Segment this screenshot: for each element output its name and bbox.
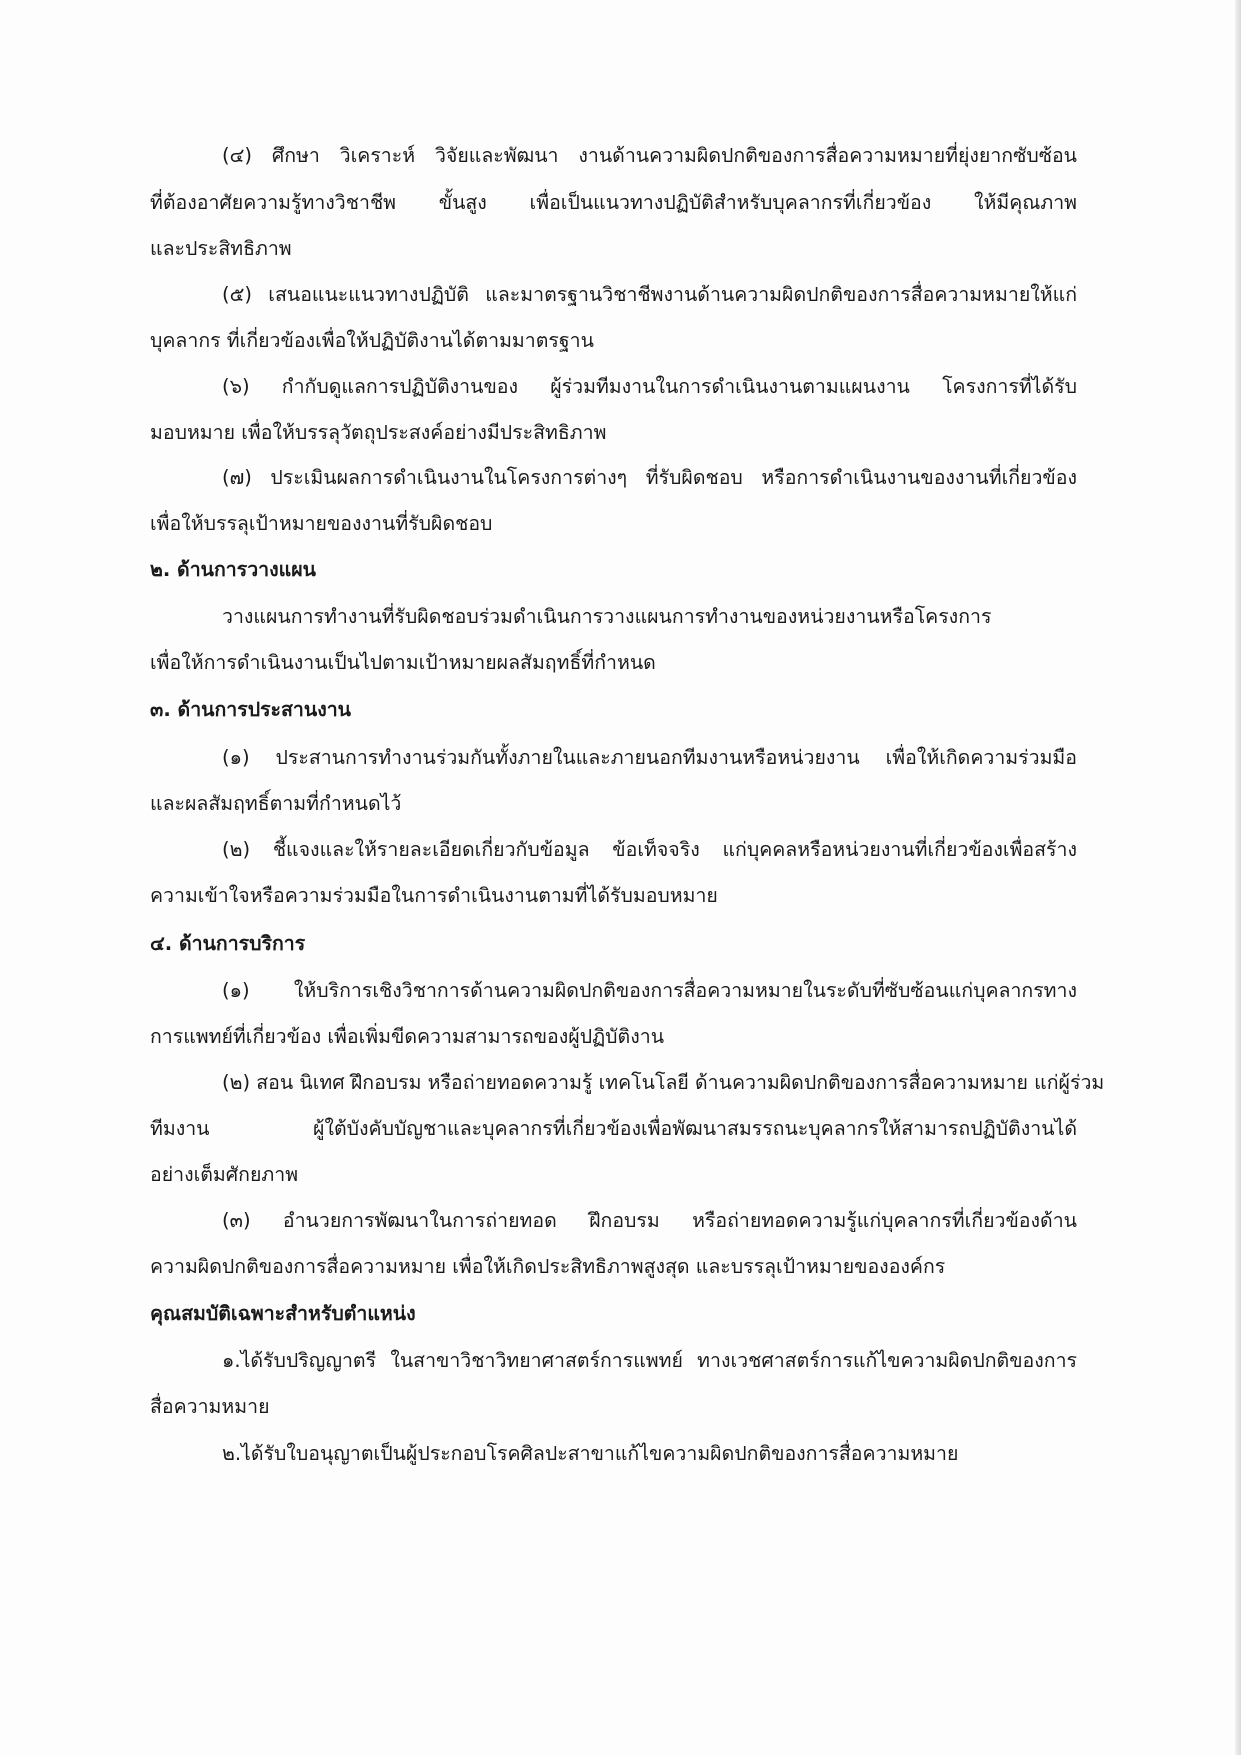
s1-item4-line1: (๔) ศึกษา วิเคราะห์ วิจัยและพัฒนา งานด้านความผิดปกติของการสื่อความหมายที่ยุ่งยากซับซ้อน	[222, 144, 1077, 167]
s4-item1-line1: (๑) ให้บริการเชิงวิชาการด้านความผิดปกติของการสื่อความหมายในระดับที่ซับซ้อนแก่บุคลากรทาง	[222, 979, 1077, 1002]
s2-body-line1: วางแผนการทำงานที่รับผิดชอบร่วมดำเนินการวางแผนการทำงานของหน่วยงานหรือโครงการ	[222, 605, 992, 628]
qual-2-line1: ๒.ได้รับใบอนุญาตเป็นผู้ประกอบโรคศิลปะสาขาแก้ไขความผิดปกติของการสื่อความหมาย	[222, 1442, 959, 1465]
s4-item2-line1: (๒) สอน นิเทศ ฝึกอบรม หรือถ่ายทอดความรู้ เทคโนโลยี ด้านความผิดปกติของการสื่อความหมาย แก่ผู้ร่วม	[222, 1071, 1105, 1094]
s4-item3-line2: ความผิดปกติของการสื่อความหมาย เพื่อให้เกิดประสิทธิภาพสูงสุด และบรรลุเป้าหมายขององค์กร	[150, 1255, 946, 1278]
s3-item2-line2: ความเข้าใจหรือความร่วมมือในการดำเนินงานตามที่ได้รับมอบหมาย	[150, 884, 718, 907]
s1-item5-line2: บุคลากร ที่เกี่ยวข้องเพื่อให้ปฏิบัติงานได้ตามมาตรฐาน	[150, 329, 594, 352]
s4-item1-line2: การแพทย์ที่เกี่ยวข้อง เพื่อเพิ่มขีดความสามารถของผู้ปฏิบัติงาน	[150, 1025, 665, 1048]
section-3-heading: ๓. ด้านการประสานงาน	[150, 698, 352, 721]
s3-item2-line1: (๒) ชี้แจงและให้รายละเอียดเกี่ยวกับข้อมูล ข้อเท็จจริง แก่บุคคลหรือหน่วยงานที่เกี่ยวข้องเพื่อสร้าง	[222, 838, 1077, 861]
s1-item7-line2: เพื่อให้บรรลุเป้าหมายของงานที่รับผิดชอบ	[150, 512, 493, 535]
qual-1-line1: ๑.ได้รับปริญญาตรี ในสาขาวิชาวิทยาศาสตร์การแพทย์ ทางเวชศาสตร์การแก้ไขความผิดปกติของการ	[222, 1349, 1077, 1372]
s1-item6-line2: มอบหมาย เพื่อให้บรรลุวัตถุประสงค์อย่างมีประสิทธิภาพ	[150, 421, 607, 444]
qualifications-heading: คุณสมบัติเฉพาะสำหรับตำแหน่ง	[150, 1302, 416, 1325]
page-edge	[1235, 0, 1241, 1755]
s1-item6-line1: (๖) กำกับดูแลการปฏิบัติงานของ ผู้ร่วมทีมงานในการดำเนินงานตามแผนงาน โครงการที่ได้รับ	[222, 375, 1077, 398]
qual-1-line2: สื่อความหมาย	[150, 1395, 270, 1418]
s4-item3-line1: (๓) อำนวยการพัฒนาในการถ่ายทอด ฝึกอบรม หรือถ่ายทอดความรู้แก่บุคลากรที่เกี่ยวข้องด้าน	[222, 1209, 1077, 1232]
s1-item4-line3: และประสิทธิภาพ	[150, 237, 292, 260]
s4-item2-line2: ทีมงาน ผู้ใต้บังคับบัญชาและบุคลากรที่เกี่ยวข้องเพื่อพัฒนาสมรรถนะบุคลากรให้สามารถปฏิบัติงานได้	[150, 1117, 1077, 1140]
s3-item1-line1: (๑) ประสานการทำงานร่วมกันทั้งภายในและภายนอกทีมงานหรือหน่วยงาน เพื่อให้เกิดความร่วมมือ	[222, 746, 1077, 769]
s1-item7-line1: (๗) ประเมินผลการดำเนินงานในโครงการต่างๆ ที่รับผิดชอบ หรือการดำเนินงานของงานที่เกี่ยวข้อง	[222, 466, 1077, 489]
s4-item2-line3: อย่างเต็มศักยภาพ	[150, 1163, 299, 1186]
s1-item5-line1: (๕) เสนอแนะแนวทางปฏิบัติ และมาตรฐานวิชาชีพงานด้านความผิดปกติของการสื่อความหมายให้แก่	[222, 283, 1077, 306]
s1-item4-line2: ที่ต้องอาศัยความรู้ทางวิชาชีพ ขั้นสูง เพื่อเป็นแนวทางปฏิบัติสำหรับบุคลากรที่เกี่ยวข้อง ให้มีคุณภาพ	[150, 191, 1077, 214]
s2-body-line2: เพื่อให้การดำเนินงานเป็นไปตามเป้าหมายผลสัมฤทธิ์ที่กำหนด	[150, 651, 656, 674]
section-2-heading: ๒. ด้านการวางแผน	[150, 558, 316, 581]
s3-item1-line2: และผลสัมฤทธิ์ตามที่กำหนดไว้	[150, 792, 402, 815]
section-4-heading: ๔. ด้านการบริการ	[150, 932, 306, 955]
